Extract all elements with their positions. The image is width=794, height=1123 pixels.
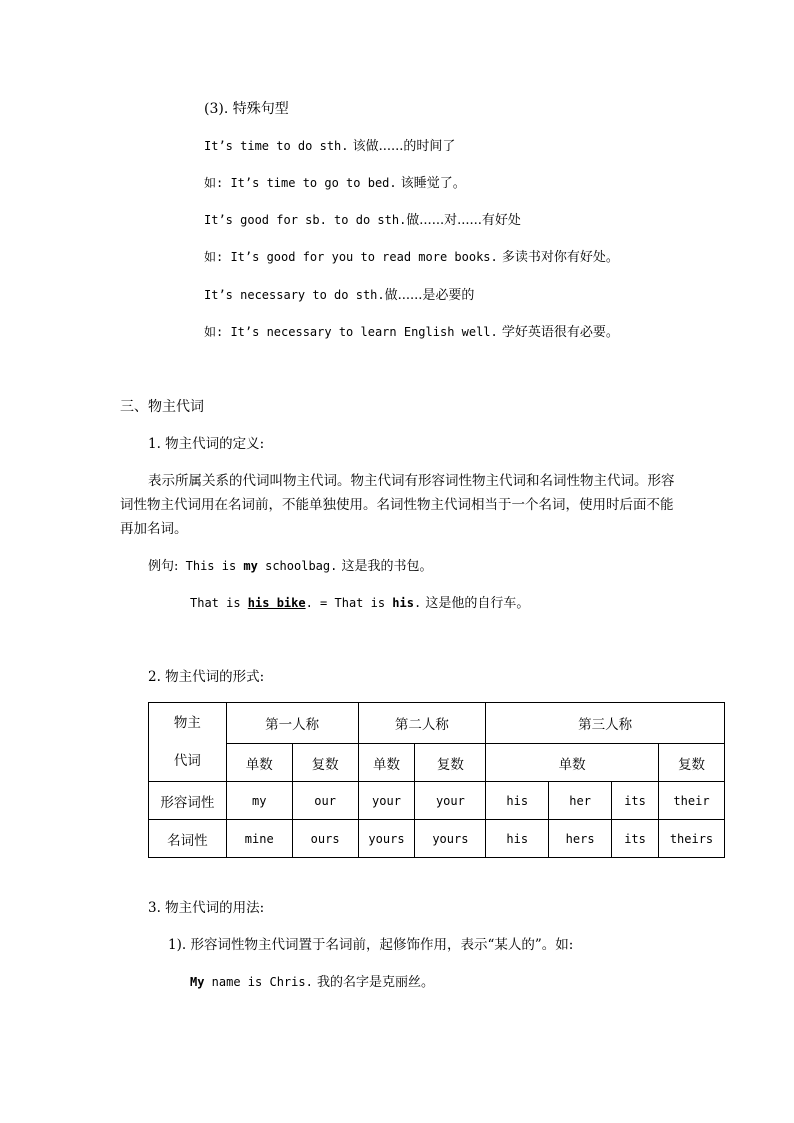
row-label-adjective: 形容词性 (149, 782, 227, 820)
pattern-3: It’s necessary to do sth.做......是必要的 (204, 288, 475, 303)
table-row (149, 820, 725, 858)
table-cell: our (292, 782, 358, 820)
example-2: 如: It’s good for you to read more books. 多读书对你有好处。 (204, 250, 619, 265)
table-cell: your (358, 782, 415, 820)
usage-rule-1: 1). 形容词性物主代词置于名词前，起修饰作用，表示“某人的”。如: (168, 937, 574, 953)
corner-header: 物主 代词 (149, 703, 227, 782)
table-cell: yours (415, 820, 486, 858)
special-heading: (3). 特殊句型 (204, 101, 289, 117)
table-cell: hers (549, 820, 612, 858)
example-3: 如: It’s necessary to learn English well. 学好英语很有必要。 (204, 325, 619, 340)
section-title: 三、物主代词 (120, 399, 204, 415)
table-cell: his (486, 820, 549, 858)
table-cell: mine (226, 820, 292, 858)
table-row (149, 782, 725, 820)
table-cell: my (226, 782, 292, 820)
table-cell: ours (292, 820, 358, 858)
pattern-1: It’s time to do sth. 该做......的时间了 (204, 139, 456, 154)
example-1: 如: It’s time to go to bed. 该睡觉了。 (204, 176, 466, 191)
definition-text: 表示所属关系的代词叫物主代词。物主代词有形容词性物主代词和名词性物主代词。形容词性物主代词用在名词前，不能单独使用。名词性物主代词相当于一个名词，使用时后面不能再加名词。 (120, 473, 675, 537)
table-cell: its (612, 782, 659, 820)
table-cell: its (612, 820, 659, 858)
header-singular: 单数 (358, 744, 415, 782)
table-cell: their (658, 782, 724, 820)
table-cell: yours (358, 820, 415, 858)
definition-heading: 1. 物主代词的定义: (148, 436, 265, 452)
row-label-noun: 名词性 (149, 820, 227, 858)
header-plural: 复数 (415, 744, 486, 782)
header-singular: 单数 (486, 744, 659, 782)
table-cell: his (486, 782, 549, 820)
pattern-2: It’s good for sb. to do sth.做......对......有好处 (204, 213, 521, 228)
table-cell: your (415, 782, 486, 820)
pronoun-table (148, 702, 725, 858)
table-cell: her (549, 782, 612, 820)
header-second-person: 第二人称 (358, 703, 486, 744)
table-cell: theirs (658, 820, 724, 858)
usage-example: My name is Chris. 我的名字是克丽丝。 (190, 975, 434, 990)
form-heading: 2. 物主代词的形式: (148, 669, 265, 685)
header-third-person: 第三人称 (486, 703, 725, 744)
header-plural: 复数 (292, 744, 358, 782)
example-sentence-1: 例句: This is my schoolbag. 这是我的书包。 (148, 559, 433, 574)
header-first-person: 第一人称 (226, 703, 358, 744)
example-sentence-2: That is his bike. = That is his. 这是他的自行车。 (190, 596, 530, 611)
header-plural: 复数 (658, 744, 724, 782)
usage-heading: 3. 物主代词的用法: (148, 900, 265, 916)
header-singular: 单数 (226, 744, 292, 782)
